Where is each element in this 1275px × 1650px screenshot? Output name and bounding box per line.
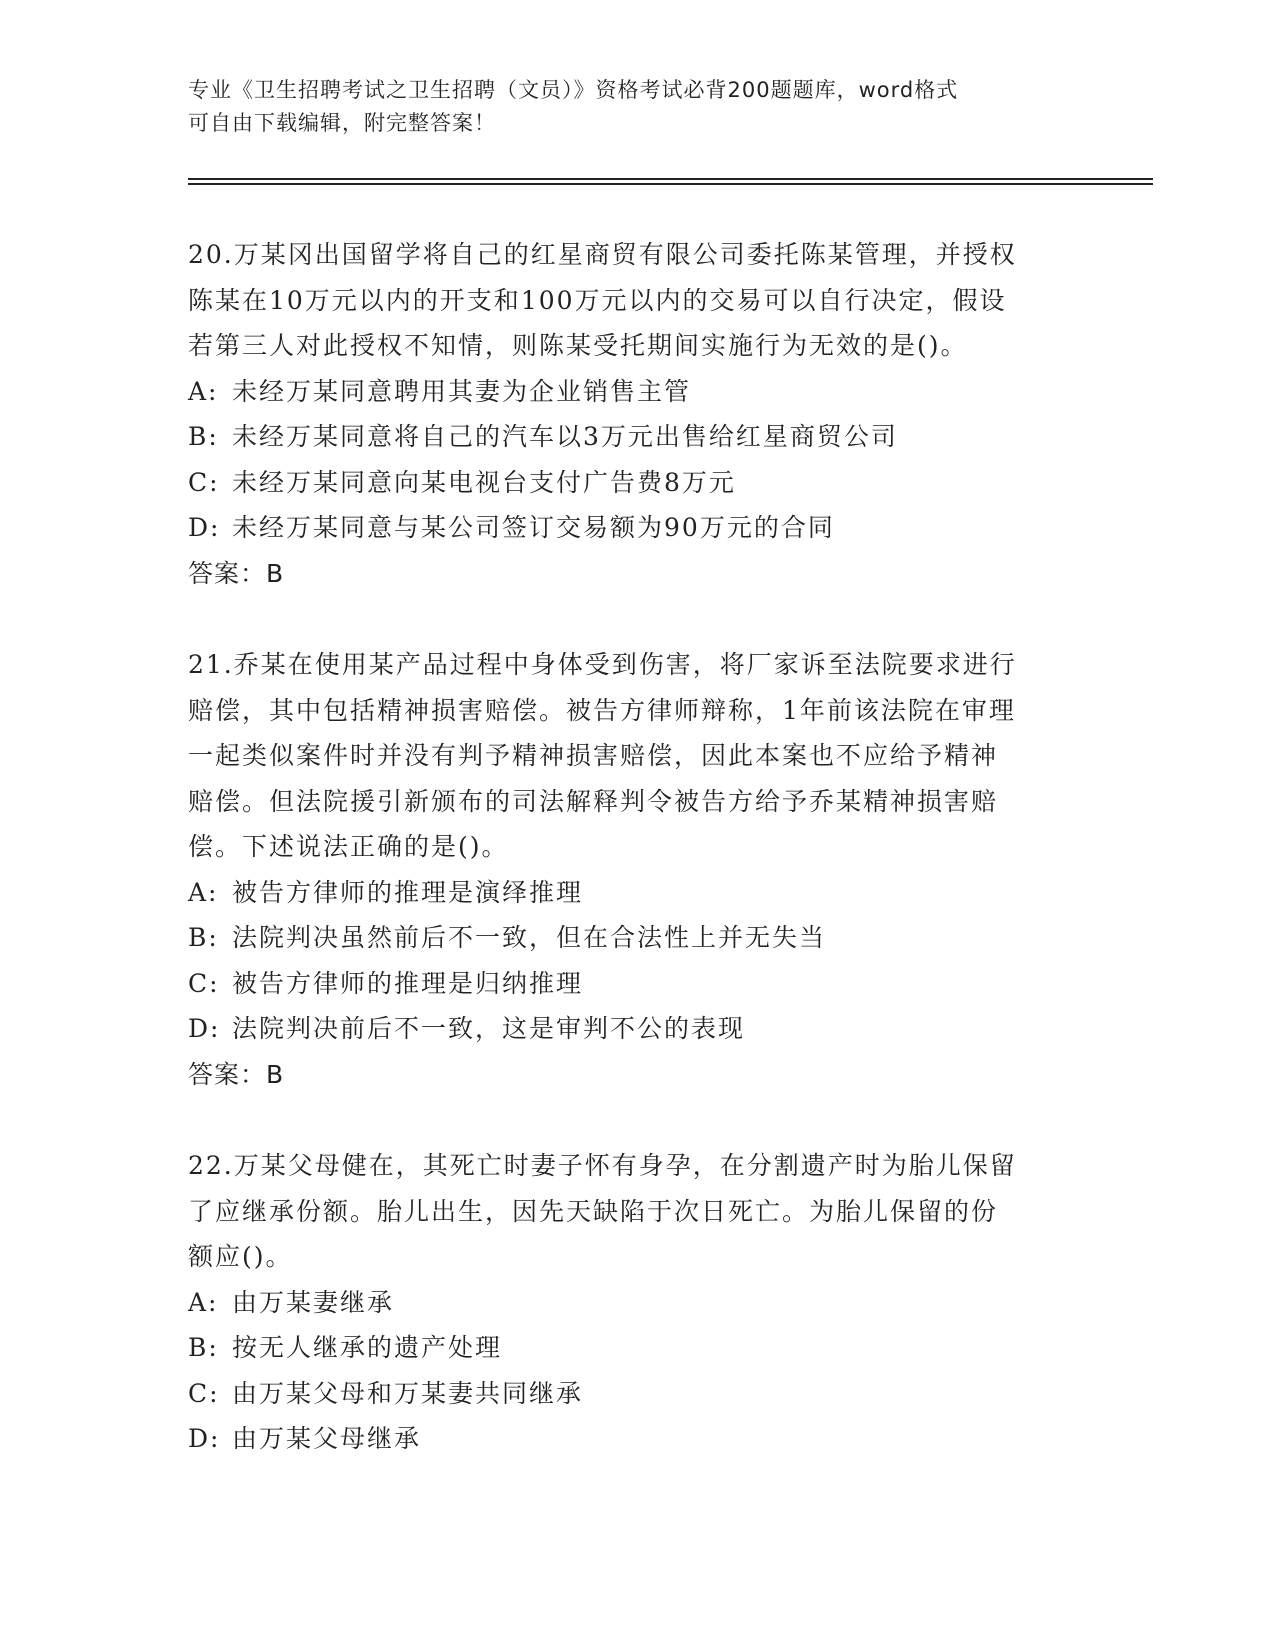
option-c — [188, 1371, 1088, 1417]
option-d — [188, 1006, 1088, 1052]
question-stem-line: 一起类似案件时并没有判予精神损害赔偿，因此本案也不应给予精神 — [188, 741, 999, 770]
option-text: 按无人继承的遗产处理 — [232, 1333, 503, 1362]
option-text: 未经万某同意与某公司签订交易额为90万元的合同 — [232, 513, 835, 542]
option-text: 未经万某同意向某电视台支付广告费8万元 — [232, 467, 736, 497]
question-stem-line: 赔偿，其中包括精神损害赔偿。被告方律师辩称，1年前该法院在审理 — [188, 695, 1016, 725]
option-text: 法院判决前后不一致，这是审判不公的表现 — [232, 1014, 746, 1043]
option-c — [188, 460, 1088, 506]
question-21 — [188, 642, 1088, 1097]
header-line-1: 专业《卫生招聘考试之卫生招聘（文员）》资格考试必背200题题库，word格式 — [188, 78, 959, 102]
question-stem-line: 了应继承份额。胎儿出生，因先天缺陷于次日死亡。为胎儿保留的份 — [188, 1196, 999, 1226]
question-stem-line: 若第三人对此授权不知情，则陈某受托期间实施行为无效的是()。 — [188, 331, 968, 360]
option-letter: C: — [188, 1378, 220, 1408]
option-a — [188, 870, 1088, 916]
option-text: 由万某妻继承 — [232, 1287, 395, 1317]
question-stem-line: 赔偿。但法院援引新颁布的司法解释判令被告方给予乔某精神损害赔 — [188, 786, 999, 816]
header-divider-top — [188, 178, 1153, 180]
option-letter: A: — [188, 1287, 219, 1317]
option-letter: A: — [188, 376, 219, 406]
option-letter: C: — [188, 467, 220, 497]
question-stem-line: 20.万某冈出国留学将自己的红星商贸有限公司委托陈某管理，并授权 — [188, 240, 1017, 269]
option-text: 被告方律师的推理是归纳推理 — [232, 968, 584, 998]
option-c — [188, 961, 1088, 1007]
option-text: 法院判决虽然前后不一致，但在合法性上并无失当 — [232, 923, 827, 952]
option-text: 由万某父母和万某妻共同继承 — [232, 1378, 584, 1408]
question-stem-line: 偿。下述说法正确的是()。 — [188, 832, 509, 861]
document-header — [188, 74, 1088, 140]
question-stem — [188, 1143, 1088, 1280]
option-text: 由万某父母继承 — [232, 1424, 422, 1453]
question-stem-line: 21.乔某在使用某产品过程中身体受到伤害，将厂家诉至法院要求进行 — [188, 650, 1017, 679]
header-divider-bottom — [188, 183, 1153, 185]
question-stem-line: 22.万某父母健在，其死亡时妻子怀有身孕，在分割遗产时为胎儿保留 — [188, 1151, 1017, 1180]
question-stem-line: 额应()。 — [188, 1242, 293, 1271]
option-a — [188, 1280, 1088, 1326]
option-letter: D: — [188, 1424, 221, 1453]
option-d — [188, 1416, 1088, 1462]
option-text: 被告方律师的推理是演绎推理 — [232, 877, 584, 907]
option-d — [188, 505, 1088, 551]
option-letter: C: — [188, 968, 220, 998]
option-b — [188, 414, 1088, 460]
option-letter: A: — [188, 877, 219, 907]
option-letter: B: — [188, 422, 219, 451]
question-stem-line: 陈某在10万元以内的开支和100万元以内的交易可以自行决定，假设 — [188, 285, 1007, 315]
option-text: 未经万某同意将自己的汽车以3万元出售给红星商贸公司 — [232, 422, 898, 451]
option-letter: B: — [188, 923, 219, 952]
option-a — [188, 369, 1088, 415]
option-text: 未经万某同意聘用其妻为企业销售主管 — [232, 376, 692, 406]
answer-label: 答案：B — [188, 558, 285, 588]
option-b — [188, 915, 1088, 961]
header-line-2: 可自由下载编辑，附完整答案！ — [188, 111, 496, 135]
question-22 — [188, 1143, 1088, 1462]
answer-label: 答案：B — [188, 1059, 285, 1089]
question-20 — [188, 232, 1088, 596]
option-letter: D: — [188, 1014, 221, 1043]
option-letter: B: — [188, 1333, 219, 1362]
question-stem — [188, 232, 1088, 369]
option-letter: D: — [188, 513, 221, 542]
option-b — [188, 1325, 1088, 1371]
question-stem — [188, 642, 1088, 870]
